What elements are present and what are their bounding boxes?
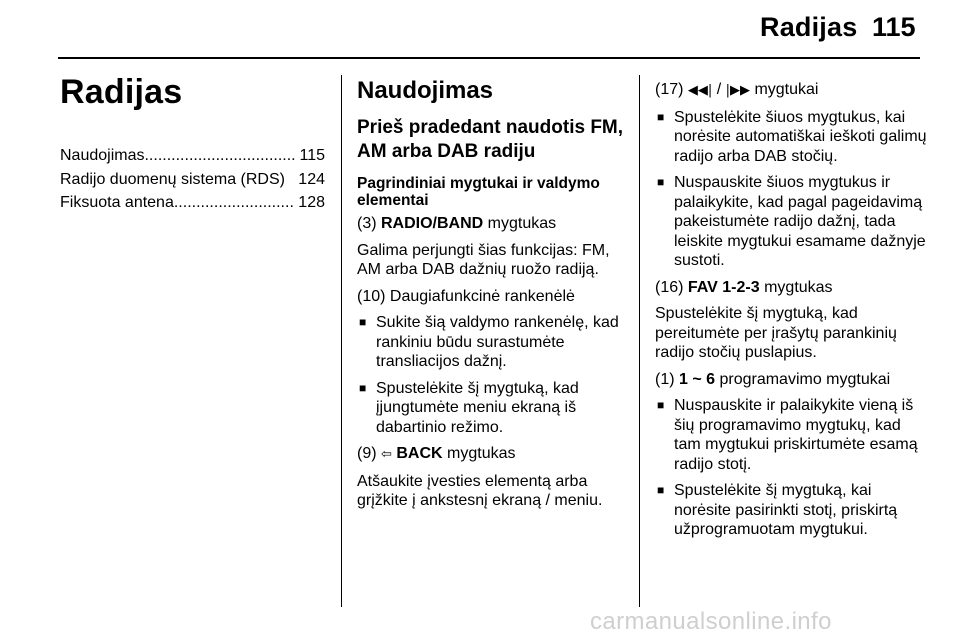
toc-entry-label: Radijo duomenų sistema (RDS) <box>60 170 285 188</box>
item-number: (9) <box>357 445 381 462</box>
item-presets <box>655 370 927 390</box>
item-number: (16) <box>655 278 688 296</box>
toc-leader-dots <box>144 144 296 168</box>
item-number: (1) <box>655 370 679 388</box>
column-divider-left <box>341 75 342 607</box>
item-suffix: mygtukas <box>483 215 557 232</box>
toc-entry-page: 124 <box>298 170 325 188</box>
icon-separator: / <box>712 81 726 98</box>
item-radio-band-desc: Galima perjungti šias funkcijas: FM, AM arba DAB dažnių ruožo radiją. <box>357 241 610 278</box>
button-name: RADIO/BAND <box>381 215 484 232</box>
preset-bullets <box>655 396 927 540</box>
bullet-item: ■ Spustelėkite šį mygtuką, kai norėsite pasirinkti stotį, priskirtą užprogramuotam mygtukui. <box>655 481 927 540</box>
toc-entry-label: Naudojimas <box>60 147 145 164</box>
item-suffix: programavimo mygtukai <box>715 370 891 388</box>
item-radio-band <box>357 214 625 234</box>
item-number: (3) <box>357 215 381 232</box>
item-suffix: mygtukai <box>750 81 819 98</box>
toc-entry-page: 128 <box>298 194 325 211</box>
item-fav <box>655 278 927 298</box>
right-column <box>655 80 927 547</box>
button-name: FAV 1-2-3 <box>687 278 760 296</box>
item-number: (17) <box>655 81 688 98</box>
seek-bullets <box>655 108 927 271</box>
knob-bullets <box>357 313 625 437</box>
seek-back-icon: ◀◀| <box>687 83 713 98</box>
item-back-desc: Atšaukite įvesties elementą arba grįžkite į ankstesnį ekraną / meniu. <box>357 472 603 509</box>
watermark-text: carmanualsonline.info <box>590 608 832 635</box>
subsection-heading: Prieš pradedant naudotis FM, AM arba DAB radiju <box>357 117 624 162</box>
item-suffix: mygtukas <box>442 445 516 462</box>
bullet-item: ■ Spustelėkite šį mygtuką, kad įjungtumėte meniu ekraną iš dabartinio režimo. <box>357 379 625 438</box>
item-suffix: mygtukas <box>759 278 833 296</box>
back-arrow-icon: ⇦ <box>381 447 392 462</box>
toc-entry[interactable] <box>60 144 325 168</box>
subsubsection-heading: Pagrindiniai mygtukai ir valdymo elementai <box>357 175 600 209</box>
toc-entry-page: 115 <box>299 147 325 164</box>
item-back <box>357 444 625 465</box>
bullet-item: ■ Spustelėkite šiuos mygtukus, kai norėsite automatiškai ieškoti galimų radijo arba DAB stočių. <box>655 108 927 167</box>
toc-entry-label: Fiksuota antena <box>60 194 174 211</box>
chapter-title: Radijas <box>60 73 183 111</box>
page-number: 115 <box>872 12 916 42</box>
bullet-item: ■ Sukite šią valdymo rankenėlę, kad rankiniu būdu surastumėte transliacijos dažnį. <box>357 313 625 372</box>
header-rule <box>58 57 920 59</box>
left-column <box>60 72 325 215</box>
toc-entry[interactable] <box>60 191 325 215</box>
section-heading: Naudojimas <box>357 77 494 104</box>
toc-leader-dots <box>174 191 295 215</box>
button-name: BACK <box>396 445 443 462</box>
table-of-contents <box>60 144 325 215</box>
item-fav-desc: Spustelėkite šį mygtuką, kad pereitumėte per įrašytų parankinių radijo stočių puslapius. <box>655 305 897 361</box>
column-divider-right <box>639 75 640 607</box>
button-name: 1 ~ 6 <box>679 370 716 388</box>
item-seek <box>655 80 927 101</box>
toc-leader-dots <box>285 168 295 192</box>
running-header-title: Radijas <box>760 12 858 42</box>
seek-forward-icon: |▶▶ <box>725 83 750 98</box>
toc-entry[interactable] <box>60 168 325 192</box>
middle-column <box>357 76 625 518</box>
item-multifunction-knob: (10) Daugiafunkcinė rankenėlė <box>357 287 575 305</box>
bullet-item: ■ Nuspauskite ir palaikykite vieną iš šių programavimo mygtukų, kad tam mygtukui priskirtumėte esamą radijo stotį. <box>655 396 927 474</box>
bullet-item: ■ Nuspauskite šiuos mygtukus ir palaikykite, kad pagal pageidavimą pakeistumėte radijo dažnį, tada leiskite mygtukui esamame dažnyje sustoti. <box>655 173 927 271</box>
